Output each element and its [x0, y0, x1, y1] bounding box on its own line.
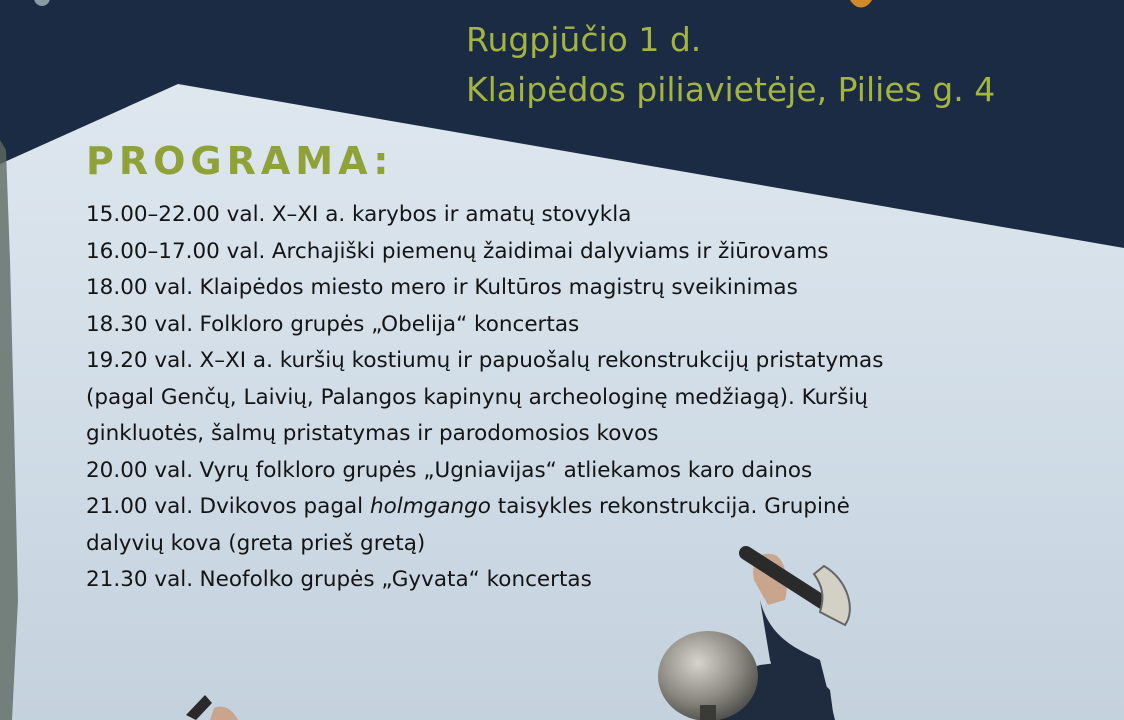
schedule-text: (pagal Genčų, Laivių, Palangos kapinynų archeologinę medžiagą). Kuršių — [86, 384, 868, 410]
schedule-item — [86, 343, 1086, 380]
event-venue: Klaipėdos piliavietėje, Pilies g. 4 — [466, 70, 996, 109]
schedule-time: 16.00–17.00 val. — [86, 238, 266, 264]
schedule-text: Klaipėdos miesto mero ir Kultūros magistrų sveikinimas — [199, 275, 798, 300]
schedule-item — [86, 234, 1086, 271]
program-schedule — [86, 197, 1086, 599]
schedule-time: 15.00–22.00 val. — [86, 202, 266, 227]
schedule-time: 21.30 val. — [86, 567, 194, 592]
schedule-item — [86, 562, 1086, 599]
schedule-text: X–XI a. kuršių kostiumų ir papuošalų rekonstrukcijų pristatymas — [199, 348, 884, 373]
schedule-text: Folkloro grupės „Obelija“ koncertas — [199, 311, 580, 337]
schedule-item — [86, 270, 1086, 307]
schedule-item — [86, 453, 1086, 490]
program-title: PROGRAMA: — [86, 139, 394, 183]
schedule-time: 18.00 val. — [86, 275, 194, 300]
schedule-text-italic: holmgango — [370, 494, 491, 519]
schedule-item — [86, 489, 1086, 526]
schedule-text: Archajiški piemenų žaidimai dalyviams ir žiūrovams — [271, 238, 829, 264]
schedule-item — [86, 307, 1086, 344]
schedule-item-continuation — [86, 526, 1086, 563]
schedule-item-continuation — [86, 416, 1086, 453]
schedule-text: Vyrų folkloro grupės „Ugniavijas“ atliekamos karo dainos — [199, 457, 813, 483]
schedule-text: X–XI a. karybos ir amatų stovykla — [271, 202, 632, 227]
schedule-time: 19.20 val. — [86, 348, 194, 373]
schedule-text-before: Dvikovos pagal — [199, 494, 370, 519]
event-date: Rugpjūčio 1 d. — [466, 20, 702, 59]
schedule-time: 20.00 val. — [86, 457, 194, 483]
schedule-time: 21.00 val. — [86, 494, 194, 519]
schedule-item — [86, 197, 1086, 234]
schedule-text: dalyvių kova (greta prieš gretą) — [86, 530, 426, 556]
schedule-item-continuation — [86, 380, 1086, 417]
schedule-text-after: taisykles rekonstrukcija. Grupinė — [490, 494, 850, 519]
schedule-text: ginkluotės, šalmų pristatymas ir parodomosios kovos — [86, 421, 659, 446]
schedule-time: 18.30 val. — [86, 311, 194, 337]
schedule-text: Neofolko grupės „Gyvata“ koncertas — [199, 567, 592, 592]
